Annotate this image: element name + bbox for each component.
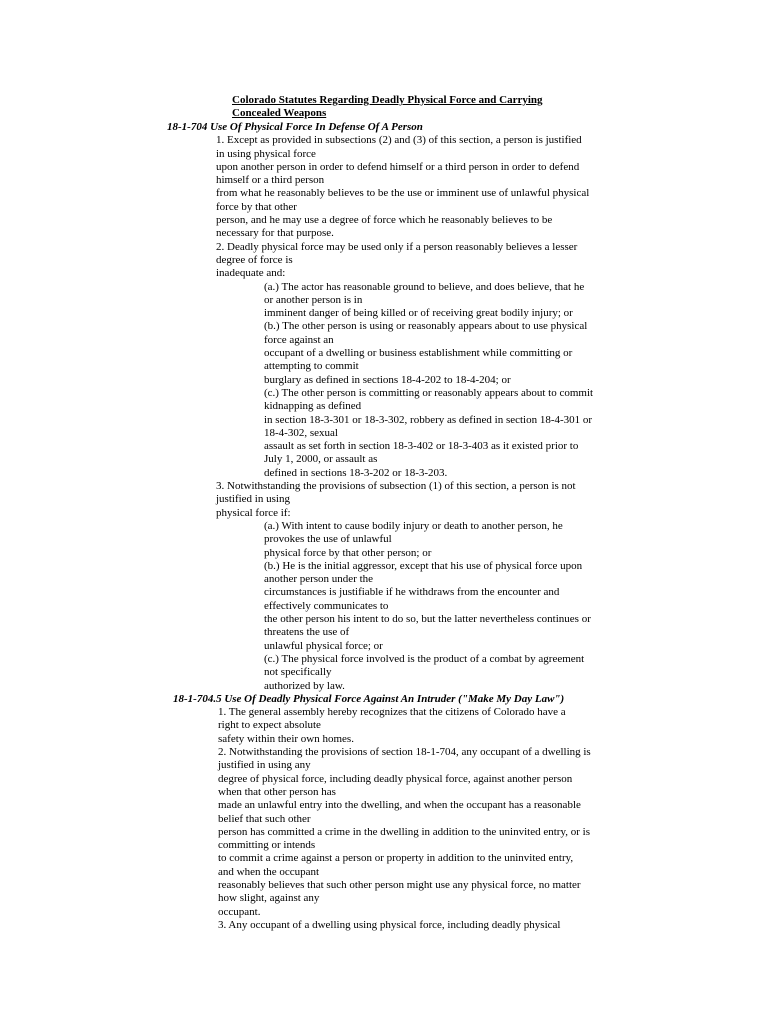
text-line: safety within their own homes.: [218, 732, 354, 745]
text-line: force against an: [264, 333, 334, 346]
statute-paragraph: [216, 480, 576, 520]
text-line: imminent danger of being killed or of receiving great bodily injury; or: [264, 307, 573, 320]
text-line: (a.) The actor has reasonable ground to believe, and does believe, that he: [264, 280, 585, 293]
text-line: in section 18-3-301 or 18-3-302, robbery as defined in section 18-4-301 or: [264, 413, 593, 426]
title-line: Colorado Statutes Regarding Deadly Physical Force and Carrying: [232, 94, 543, 106]
section-heading: 18-1-704.5 Use Of Deadly Physical Force Against An Intruder ("Make My Day Law"): [173, 692, 565, 705]
text-line: necessary for that purpose.: [216, 227, 334, 240]
text-line: effectively communicates to: [264, 599, 389, 612]
text-line: defined in sections 18-3-202 or 18-3-203.: [264, 466, 448, 479]
text-line: justified in using: [216, 493, 290, 506]
text-line: occupant of a dwelling or business establishment while committing or: [264, 347, 573, 360]
section-heading: 18-1-704 Use Of Physical Force In Defense Of A Person: [167, 121, 423, 133]
text-line: when that other person has: [218, 785, 336, 798]
text-line: circumstances is justifiable if he withdraws from the encounter and: [264, 586, 560, 599]
text-line: inadequate and:: [216, 267, 286, 280]
text-line: in using physical force: [216, 147, 316, 160]
statute-paragraph: [264, 281, 593, 480]
text-line: to commit a crime against a person or property in addition to the uninvited entry,: [218, 852, 574, 865]
statute-paragraph: [218, 706, 591, 932]
statute-paragraph: [264, 520, 591, 693]
text-line: 3. Any occupant of a dwelling using physical force, including deadly physical: [218, 918, 561, 931]
text-line: 1. Except as provided in subsections (2) and (3) of this section, a person is justified: [216, 134, 582, 147]
text-line: (b.) The other person is using or reasonably appears about to use physical: [264, 320, 588, 333]
text-line: degree of physical force, including deadly physical force, against another person: [218, 772, 573, 785]
text-line: justified in using any: [218, 759, 311, 772]
text-line: another person under the: [264, 573, 374, 586]
text-line: reasonably believes that such other person might use any physical force, no matter: [218, 879, 581, 892]
text-line: (b.) He is the initial aggressor, except that his use of physical force upon: [264, 559, 583, 572]
text-line: force by that other: [216, 200, 297, 213]
text-line: physical force if:: [216, 506, 291, 519]
text-line: or another person is in: [264, 293, 363, 306]
text-line: and when the occupant: [218, 865, 320, 878]
text-line: occupant.: [218, 905, 261, 918]
text-line: unlawful physical force; or: [264, 639, 383, 652]
text-line: 2. Deadly physical force may be used only if a person reasonably believes a lesser: [216, 240, 578, 253]
text-line: 18-4-302, sexual: [264, 426, 338, 439]
text-line: the other person his intent to do so, but the latter nevertheless continues or: [264, 613, 591, 626]
text-line: provokes the use of unlawful: [264, 533, 392, 546]
text-line: burglary as defined in sections 18-4-202 to 18-4-204; or: [264, 373, 511, 386]
text-line: attempting to commit: [264, 360, 359, 373]
text-line: (c.) The physical force involved is the product of a combat by agreement: [264, 652, 585, 665]
text-line: 1. The general assembly hereby recognizes that the citizens of Colorado have a: [218, 706, 566, 719]
text-line: person, and he may use a degree of force which he reasonably believes to be: [216, 214, 553, 227]
text-line: not specifically: [264, 666, 332, 679]
text-line: authorized by law.: [264, 679, 345, 692]
text-line: made an unlawful entry into the dwelling, and when the occupant has a reasonable: [218, 799, 581, 812]
statute-paragraph: [216, 134, 589, 280]
text-line: how slight, against any: [218, 892, 320, 905]
text-line: assault as set forth in section 18-3-402 or 18-3-403 as it existed prior to: [264, 440, 579, 453]
text-line: committing or intends: [218, 839, 316, 852]
text-line: July 1, 2000, or assault as: [264, 453, 378, 466]
text-line: 2. Notwithstanding the provisions of section 18-1-704, any occupant of a dwelling is: [218, 746, 591, 759]
text-line: (a.) With intent to cause bodily injury or death to another person, he: [264, 520, 563, 532]
text-line: right to expect absolute: [218, 719, 321, 732]
text-line: upon another person in order to defend himself or a third person in order to defend: [216, 160, 580, 173]
text-line: 3. Notwithstanding the provisions of subsection (1) of this section, a person is not: [216, 480, 576, 493]
text-line: belief that such other: [218, 812, 311, 825]
page-title: [232, 94, 572, 121]
text-line: himself or a third person: [216, 174, 325, 187]
text-line: (c.) The other person is committing or reasonably appears about to commit: [264, 386, 594, 399]
text-line: degree of force is: [216, 253, 293, 266]
text-line: from what he reasonably believes to be the use or imminent use of unlawful physical: [216, 187, 590, 200]
text-line: person has committed a crime in the dwelling in addition to the uninvited entry, or is: [218, 825, 590, 838]
text-line: threatens the use of: [264, 626, 350, 639]
text-line: kidnapping as defined: [264, 400, 362, 413]
text-line: physical force by that other person; or: [264, 546, 432, 559]
title-line: Concealed Weapons: [232, 107, 327, 120]
